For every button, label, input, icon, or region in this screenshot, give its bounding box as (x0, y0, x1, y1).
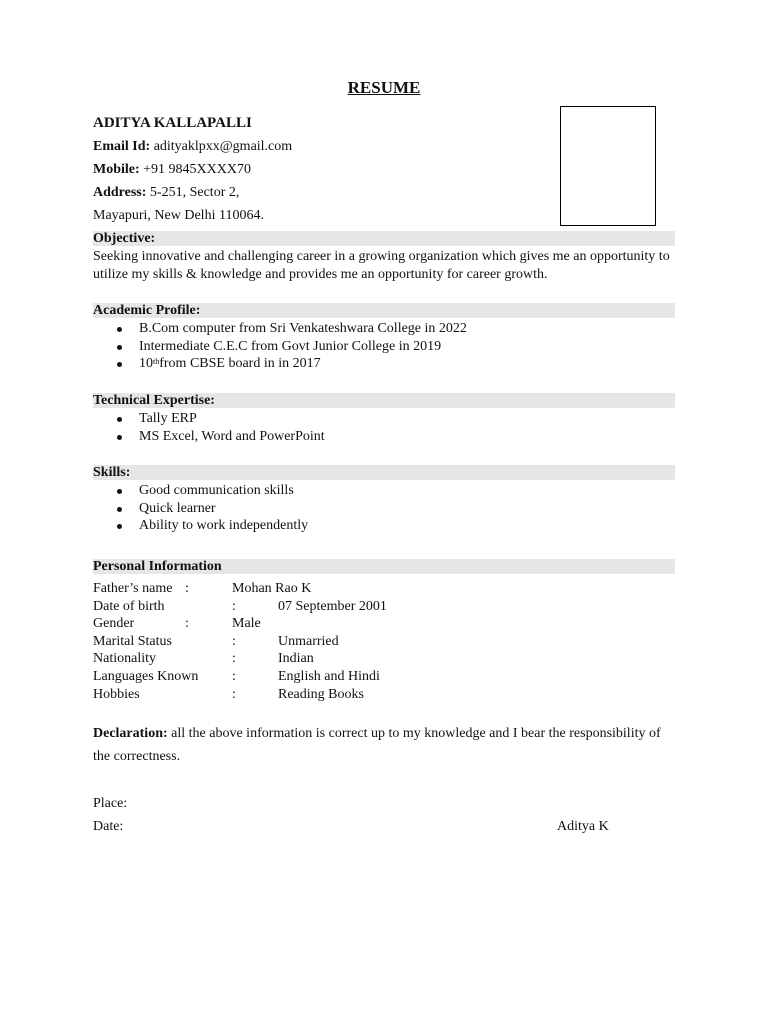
skill-item-text: Quick learner (139, 500, 216, 516)
bullet-icon (117, 362, 122, 367)
list-item (93, 410, 325, 428)
academic-list (93, 320, 467, 373)
list-item (93, 355, 467, 373)
objective-text: Seeking innovative and challenging career in a growing organization which gives me an opportunity to utilize my skills & knowledge and provides me an opportunity for career growth. (93, 249, 670, 282)
field-value: Mohan Rao K (232, 581, 312, 596)
list-item (93, 320, 467, 338)
field-label: Languages Known (93, 668, 199, 684)
field-separator: : (232, 598, 236, 614)
field-separator: : (232, 668, 236, 684)
table-row (93, 668, 675, 686)
table-row (93, 580, 675, 598)
bullet-icon (117, 489, 122, 494)
academic-item-text: B.Com computer from Sri Venkateshwara College in 2022 (139, 321, 467, 336)
declaration-text: all the above information is correct up to my knowledge and I bear the responsibility of the correctness. (93, 726, 661, 764)
declaration (93, 722, 675, 768)
email-value: adityaklpxx@gmail.com (153, 139, 293, 154)
address-line (93, 184, 239, 202)
field-label: Marital Status (93, 633, 172, 649)
bullet-icon (117, 507, 122, 512)
technical-heading: Technical Expertise: (93, 393, 675, 408)
address-label: Address: (93, 185, 147, 200)
field-value: Male (232, 616, 261, 632)
photo-placeholder (560, 106, 656, 226)
skill-item-text: Ability to work independently (139, 518, 309, 534)
resume-title: RESUME (347, 78, 421, 97)
mobile-value: +91 9845XXXX70 (143, 162, 251, 177)
table-row (93, 686, 675, 704)
list-item (93, 482, 308, 500)
field-separator: : (232, 633, 236, 649)
declaration-label: Declaration: (93, 726, 168, 741)
email-label: Email Id: (93, 139, 151, 154)
skill-item-text: Good communication skills (139, 483, 294, 498)
mobile-line (93, 161, 251, 179)
field-label: Father’s name (93, 581, 173, 596)
field-separator: : (232, 651, 236, 667)
academic-item-text: Intermediate C.E.C from Govt Junior College in 2019 (139, 338, 442, 354)
academic-item-prefix: 10 (139, 356, 153, 372)
list-item (93, 500, 308, 518)
personal-heading: Personal Information (93, 559, 675, 574)
bullet-icon (117, 417, 122, 422)
table-row (93, 598, 675, 616)
bullet-icon (117, 345, 122, 350)
field-label: Hobbies (93, 686, 140, 702)
field-label: Date of birth (93, 598, 165, 614)
list-item (93, 517, 308, 535)
field-value: Unmarried (278, 633, 339, 649)
list-item (93, 338, 467, 356)
field-separator: : (232, 686, 236, 702)
table-row (93, 633, 675, 651)
field-value: Indian (278, 651, 314, 667)
address-line-2: Mayapuri, New Delhi 110064. (93, 208, 264, 223)
field-value: Reading Books (278, 686, 364, 702)
field-value: 07 September 2001 (278, 598, 387, 614)
technical-item-text: Tally ERP (139, 411, 197, 426)
technical-list (93, 410, 325, 445)
place-label: Place: (93, 796, 128, 811)
skills-heading: Skills: (93, 465, 675, 480)
candidate-name: ADITYA KALLAPALLI (93, 115, 252, 131)
email-line (93, 138, 292, 156)
objective-heading: Objective: (93, 231, 675, 246)
mobile-label: Mobile: (93, 162, 140, 177)
address-line-1: 5-251, Sector 2, (149, 185, 240, 200)
personal-info-table (93, 580, 675, 703)
signature-name: Aditya K (557, 819, 609, 834)
academic-item-text: from CBSE board in in 2017 (159, 356, 321, 372)
table-row (93, 615, 675, 633)
field-separator: : (185, 616, 189, 632)
bullet-icon (117, 327, 122, 332)
field-label: Gender (93, 616, 135, 632)
skills-list (93, 482, 308, 535)
date-label: Date: (93, 819, 124, 834)
field-value: English and Hindi (278, 668, 380, 684)
field-separator: : (185, 581, 189, 596)
field-label: Nationality (93, 651, 156, 667)
list-item (93, 428, 325, 446)
table-row (93, 650, 675, 668)
academic-item-sup: th (153, 357, 160, 367)
bullet-icon (117, 435, 122, 440)
academic-heading: Academic Profile: (93, 303, 675, 318)
technical-item-text: MS Excel, Word and PowerPoint (139, 428, 325, 444)
bullet-icon (117, 524, 122, 529)
